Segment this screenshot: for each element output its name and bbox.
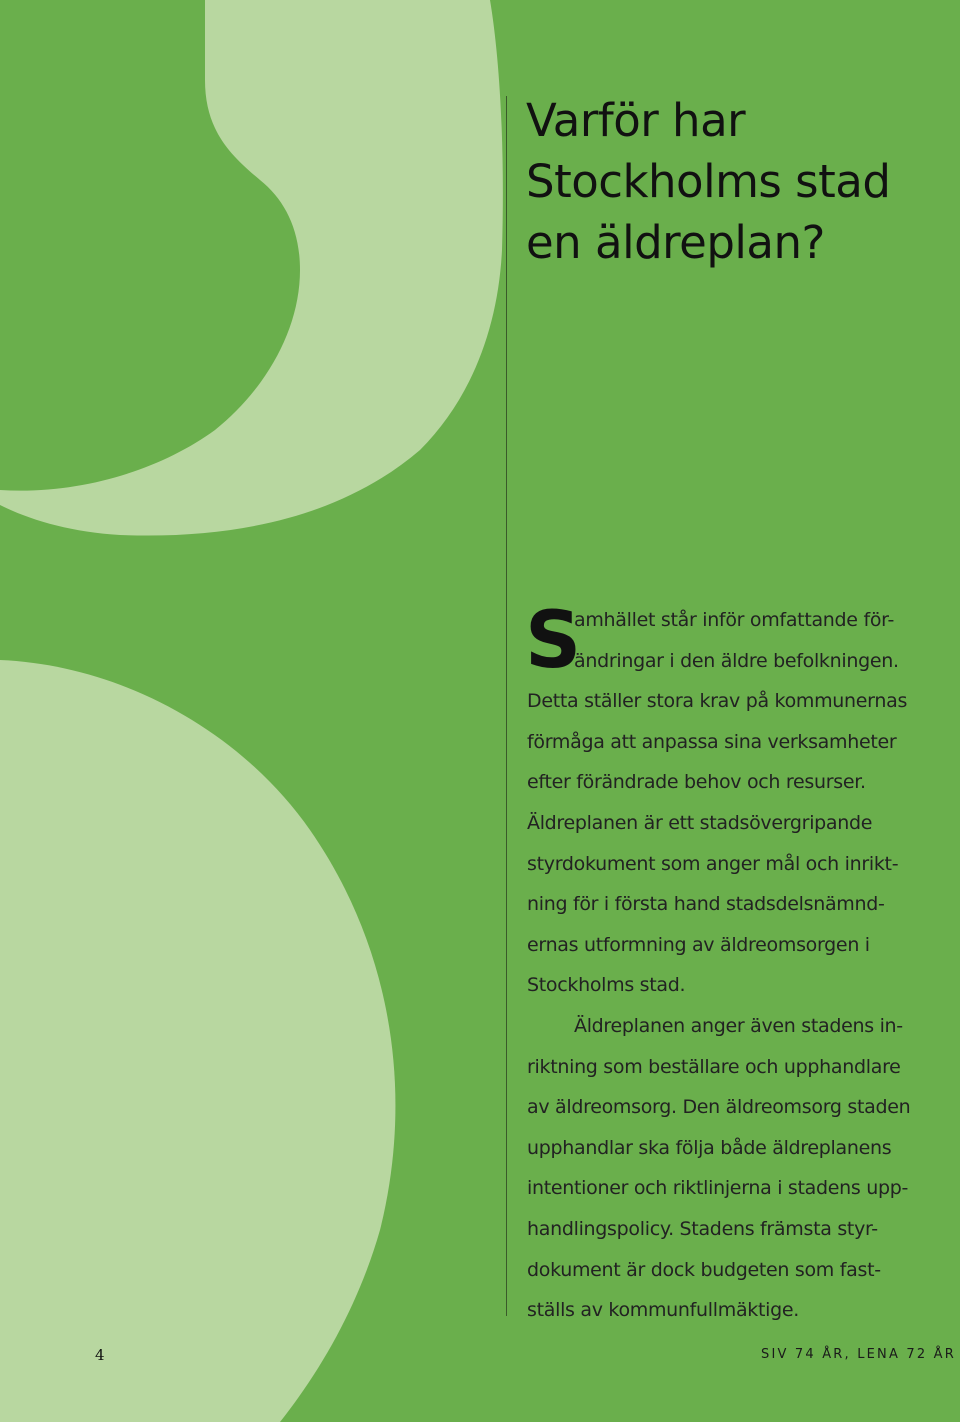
text-line: Äldreplanen är ett stadsövergripande: [527, 811, 873, 834]
body-text: [525, 596, 947, 1331]
text-line: styrdokument som anger mål och inrikt-: [527, 852, 899, 875]
text-line: ernas utformning av äldreomsorgen i: [527, 933, 870, 956]
running-footer-title: SIV 74 ÅR, LENA 72 ÅR: [761, 1347, 956, 1362]
drop-cap: S: [525, 596, 581, 686]
title-line: en äldreplan?: [526, 216, 825, 269]
text-line: ning för i första hand stadsdelsnämnd-: [527, 893, 885, 916]
title-line: Stockholms stad: [526, 155, 891, 208]
text-line: amhället står inför omfattande för-: [574, 609, 895, 631]
text-line: intentioner och riktlinjerna i stadens upp-: [527, 1177, 909, 1200]
text-line: förmåga att anpassa sina verksamheter: [527, 730, 897, 753]
text-line: Stockholms stad.: [527, 974, 686, 997]
text-line: av äldreomsorg. Den äldreomsorg staden: [527, 1096, 911, 1119]
text-line: dokument är dock budgeten som fast-: [527, 1258, 881, 1281]
text-line: ställs av kommunfullmäktige.: [527, 1299, 800, 1322]
text-line: efter förändrade behov och resurser.: [527, 771, 866, 794]
page-number: 4: [95, 1346, 105, 1364]
text-line: riktning som beställare och upphandlare: [527, 1055, 901, 1078]
page-title: [526, 90, 946, 273]
title-line: Varför har: [526, 94, 746, 147]
text-line: upphandlar ska följa både äldreplanens: [527, 1136, 892, 1159]
vertical-rule: [506, 96, 507, 1316]
upper-quote-shape: [0, 0, 503, 536]
text-line: handlingspolicy. Stadens främsta styr-: [527, 1217, 878, 1240]
text-line: Detta ställer stora krav på kommunernas: [527, 690, 908, 713]
lower-quote-shape: [0, 660, 395, 1422]
text-line: ändringar i den äldre befolkningen.: [574, 649, 899, 672]
text-line: Äldreplanen anger även stadens in-: [574, 1014, 903, 1037]
